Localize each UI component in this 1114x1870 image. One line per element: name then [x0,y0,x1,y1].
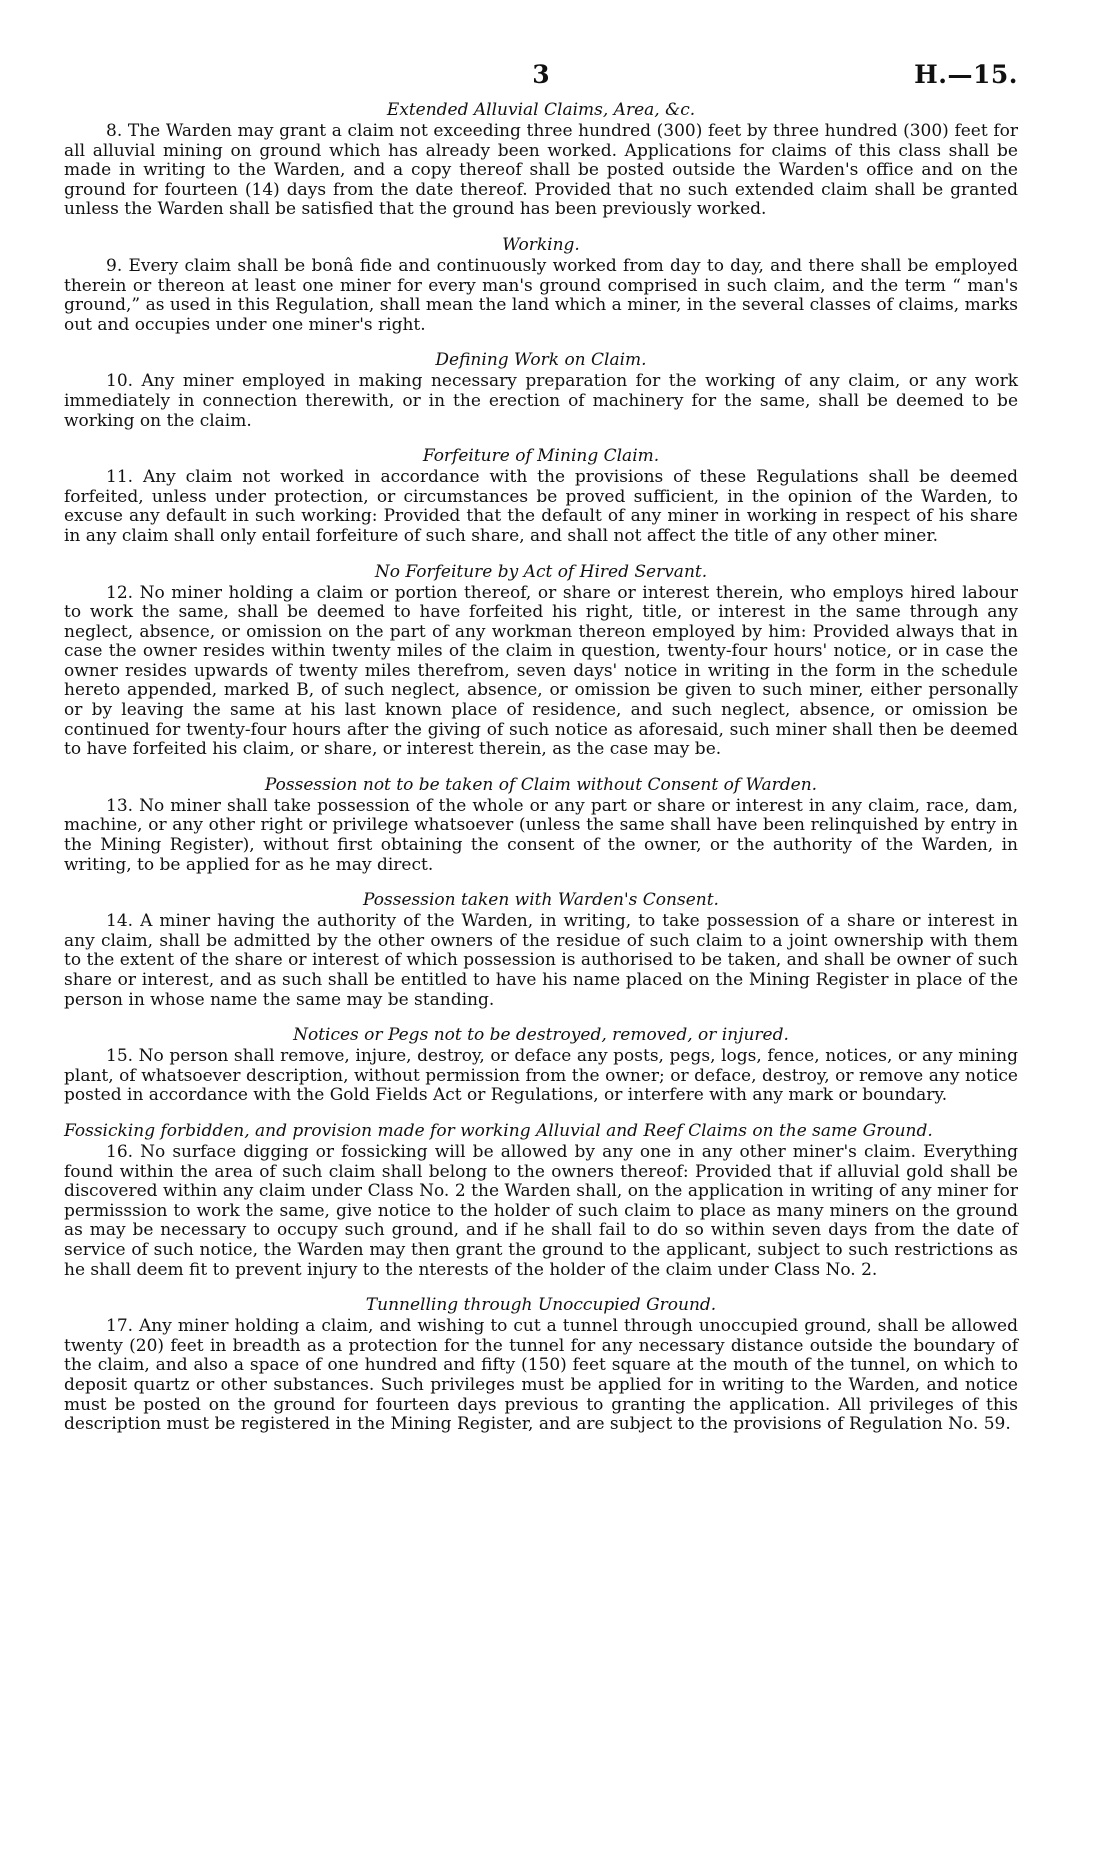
section-paragraph: 16. No surface digging or fossicking will be allowed by any one in any other miner's claim. Everything found within the area of such claim shall belong to the owners thereof: Provided that if alluvial gold shall be discovered within any claim under Class No. 2 the Warden shall, on the application in writing of any miner for permisssion to work the same, give notice to the holder of such claim to place as many miners on the ground as may be necessary to occupy such ground, and if he shall fail to do so within seven days from the date of service of such notice, the Warden may then grant the ground to the applicant, subject to such restrictions as he shall deem fit to prevent injury to the nterests of the holder of the claim under Class No. 2. [64,1141,1018,1280]
section-heading: Defining Work on Claim. [435,350,647,371]
document-page [64,60,1018,1435]
section-paragraph: 14. A miner having the authority of the Warden, in writing, to take possession of a share or interest in any claim, shall be admitted by the other owners of the residue of such claim to a joint ownership with them to the extent of the share or interest of which possession is authorised to be taken, and shall be owner of such share or interest, and as such shall be entitled to have his name placed on the Mining Register in place of the person in whose name the same may be standing. [64,911,1018,1010]
section-13 [64,775,1018,875]
section-heading: Fossicking forbidden, and provision made for working Alluvial and Reef Claims on the same Ground. [64,1120,933,1141]
section-9 [64,235,1018,335]
section-paragraph: 11. Any claim not worked in accordance with the provisions of these Regulations shall be deemed forfeited, unless under protection, or circumstances be proved sufficient, in the opinion of the Warden, to excuse any default in such working: Provided that the default of any miner in working in respect of his share in any claim shall only entail forfeiture of such share, and shall not affect the title of any other miner. [64,467,1018,546]
page-header [64,60,1018,100]
section-16 [64,1121,1018,1280]
section-paragraph: 13. No miner shall take possession of the whole or any part or share or interest in any claim, race, dam, machine, or any other right or privilege whatsoever (unless the same shall have been relinquished by entry in the Mining Register), without first obtaining the consent of the owner, or the authority of the Warden, in writing, to be applied for as he may direct. [64,795,1018,875]
document-reference: H.—15. [914,60,1018,89]
section-heading: Forfeiture of Mining Claim. [422,446,660,467]
section-paragraph: 9. Every claim shall be bonâ fide and continuously worked from day to day, and there shall be employed therein or thereon at least one miner for every man's ground comprised in such claim, and the term “ man's ground,” as used in this Regulation, shall mean the land which a miner, in the several classes of claims, marks out and occupies under one miner's right. [64,255,1018,335]
section-heading: Tunnelling through Unoccupied Ground. [365,1295,717,1316]
section-paragraph: 15. No person shall remove, injure, destroy, or deface any posts, pegs, logs, fence, notices, or any mining plant, of whatsoever description, without permission from the owner; or deface, destroy, or remove any notice posted in accordance with the Gold Fields Act or Regulations, or interfere with any mark or boundary. [64,1046,1018,1106]
page-number: 3 [532,60,550,89]
section-paragraph: 17. Any miner holding a claim, and wishing to cut a tunnel through unoccupied ground, shall be allowed twenty (20) feet in breadth as a protection for the tunnel for any necessary distance outside the boundary of the claim, and also a space of one hundred and fifty (150) feet square at the mouth of the tunnel, on which to deposit quartz or other substances. Such privileges must be applied for in writing to the Warden, and notice must be posted on the ground for fourteen days previous to granting the application. All privileges of this description must be registered in the Mining Register, and are subject to the provisions of Regulation No. 59. [64,1316,1018,1435]
section-12 [64,562,1018,760]
section-paragraph: 10. Any miner employed in making necessary preparation for the working of any claim, or any work immediately in connection therewith, or in the erection of machinery for the same, shall be deemed to be working on the claim. [64,371,1018,431]
section-heading: Possession taken with Warden's Consent. [363,890,719,911]
section-heading: No Forfeiture by Act of Hired Servant. [374,561,708,582]
section-17 [64,1295,1018,1435]
section-heading: Possession not to be taken of Claim without Consent of Warden. [264,774,818,795]
section-11 [64,446,1018,546]
section-14 [64,890,1018,1010]
section-paragraph: 8. The Warden may grant a claim not exceeding three hundred (300) feet by three hundred (300) feet for all alluvial mining on ground which has already been worked. Applications for claims of this class shall be made in writing to the Warden, and a copy thereof shall be posted outside the Warden's office and on the ground for fourteen (14) days from the date thereof. Provided that no such extended claim shall be granted unless the Warden shall be satisfied that the ground has been previously worked. [64,121,1018,220]
section-10 [64,350,1018,431]
section-paragraph: 12. No miner holding a claim or portion thereof, or share or interest therein, who employs hired labour to work the same, shall be deemed to have forfeited his right, title, or interest in the same through any neglect, absence, or omission on the part of any workman thereon employed by him: Provided always that in case the owner resides within twenty miles of the claim in question, twenty-four hours' notice, or in case the owner resides upwards of twenty miles therefrom, seven days' notice in writing in the form in the schedule hereto appended, marked B, of such neglect, absence, or omission be given to such miner, either personally or by leaving the same at his last known place of residence, and such neglect, absence, or omission be continued for twenty-four hours after the giving of such notice as aforesaid, such miner shall then be deemed to have forfeited his claim, or share, or interest therein, as the case may be. [64,582,1018,760]
section-heading: Notices or Pegs not to be destroyed, removed, or injured. [293,1025,789,1046]
section-8 [64,100,1018,220]
section-15 [64,1025,1018,1106]
section-heading: Extended Alluvial Claims, Area, &c. [386,100,696,120]
section-heading: Working. [502,234,580,255]
